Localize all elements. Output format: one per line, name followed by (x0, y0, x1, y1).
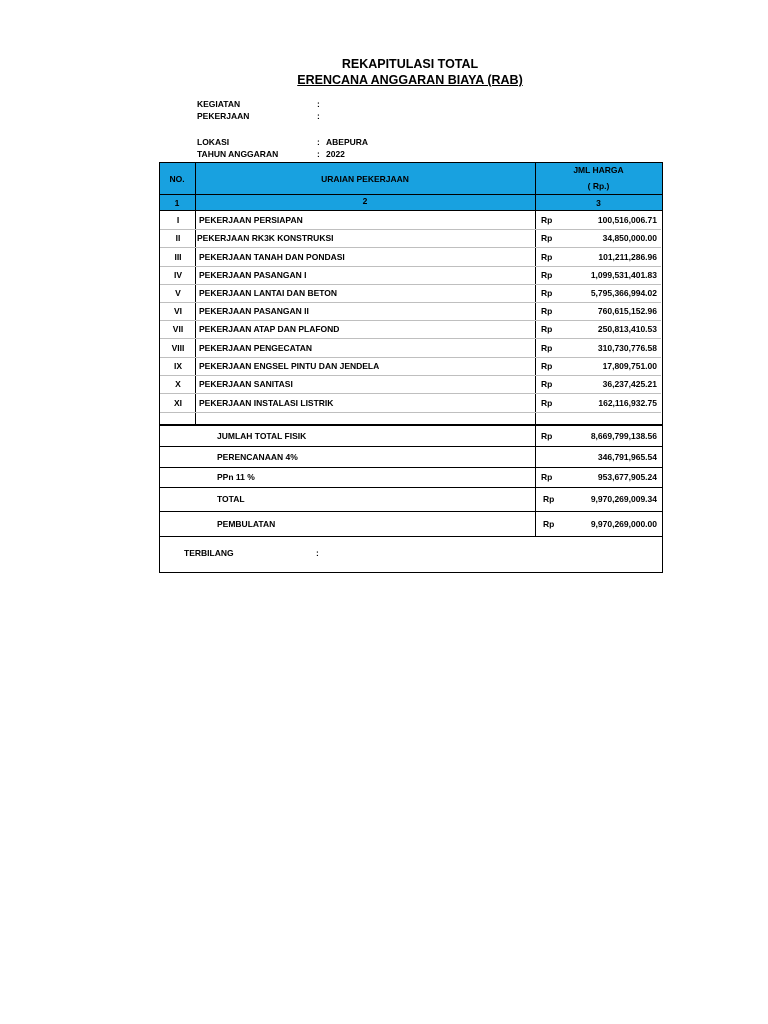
summary-currency: Rp (543, 518, 555, 529)
summary-row-divider (159, 511, 662, 512)
summary-row-divider (159, 536, 662, 537)
row-number: IX (173, 361, 183, 371)
meta-label: KEGIATAN (197, 99, 241, 109)
summary-label: PERENCANAAN 4% (217, 451, 298, 462)
row-currency: Rp (541, 306, 553, 316)
row-currency: Rp (541, 324, 553, 334)
summary-label: PEMBULATAN (217, 518, 276, 529)
row-currency: Rp (541, 215, 553, 225)
row-description: PEKERJAAN SANITASI (199, 379, 293, 389)
header-harga-unit: ( Rp.) (587, 181, 610, 191)
summary-row-divider (159, 446, 662, 447)
col-number-3: 3 (596, 198, 601, 208)
row-number: III (174, 252, 182, 262)
row-number: VIII (171, 343, 185, 353)
summary-amount: 9,970,269,000.00 (590, 518, 657, 529)
row-description: PEKERJAAN PENGECATAN (199, 343, 313, 353)
row-currency: Rp (541, 398, 553, 408)
row-divider (160, 247, 661, 248)
row-number: IV (173, 270, 183, 280)
row-currency: Rp (541, 233, 553, 243)
summary-divider (159, 424, 662, 426)
summary-currency: Rp (541, 472, 553, 482)
summary-row-divider (159, 467, 662, 468)
meta-row (197, 137, 368, 147)
row-divider (160, 412, 661, 413)
row-number: VI (173, 306, 183, 316)
row-currency: Rp (541, 379, 553, 389)
col-number-1: 1 (174, 198, 180, 208)
row-number: XI (173, 398, 183, 408)
meta-value: ABEPURA (326, 137, 369, 147)
header-divider (159, 210, 662, 211)
row-amount: 34,850,000.00 (602, 233, 657, 243)
summary-amount: 953,677,905.24 (597, 472, 657, 482)
row-amount: 1,099,531,401.83 (590, 270, 657, 280)
row-description: PEKERJAAN PASANGAN II (199, 306, 309, 316)
row-divider (160, 375, 661, 376)
row-number: I (176, 215, 180, 225)
row-divider (160, 393, 661, 394)
header-no: NO. (169, 174, 185, 184)
row-description: PEKERJAAN ENGSEL PINTU DAN JENDELA (199, 361, 380, 371)
row-amount: 760,615,152.96 (597, 306, 657, 316)
summary-currency: Rp (541, 430, 553, 441)
terbilang-separator: : (316, 548, 319, 558)
row-currency: Rp (541, 361, 553, 371)
meta-row (197, 99, 326, 109)
row-currency: Rp (541, 270, 553, 280)
row-divider (160, 338, 661, 339)
header-uraian: URAIAN PEKERJAAN (321, 174, 409, 184)
summary-amount: 9,970,269,009.34 (590, 494, 657, 504)
row-currency: Rp (541, 343, 553, 353)
summary-label: PPn 11 % (217, 472, 255, 482)
meta-row (197, 149, 345, 159)
row-description: PEKERJAAN LANTAI DAN BETON (199, 288, 338, 298)
row-amount: 17,809,751.00 (602, 361, 657, 371)
meta-value: 2022 (326, 149, 345, 159)
col-divider (535, 162, 536, 536)
row-number: VII (172, 324, 184, 334)
row-number: X (175, 379, 181, 389)
row-divider (160, 284, 661, 285)
row-description: PEKERJAAN INSTALASI LISTRIK (199, 398, 334, 408)
row-divider (160, 320, 661, 321)
row-amount: 250,813,410.53 (597, 324, 657, 334)
row-amount: 100,516,006.71 (597, 215, 657, 225)
row-divider (160, 266, 661, 267)
doc-title-line1: REKAPITULASI TOTAL (341, 57, 479, 71)
col-number-2: 2 (362, 196, 368, 206)
row-amount: 310,730,776.58 (597, 343, 657, 353)
meta-label: LOKASI (197, 137, 230, 147)
meta-separator: : (317, 111, 320, 121)
row-description: PEKERJAAN PASANGAN I (199, 270, 307, 280)
row-divider (160, 229, 661, 230)
meta-separator: : (317, 99, 320, 109)
row-amount: 5,795,366,994.02 (590, 288, 657, 298)
terbilang-label: TERBILANG (184, 548, 234, 558)
summary-row-divider (159, 487, 662, 488)
meta-label: TAHUN ANGGARAN (197, 149, 279, 159)
header-divider (159, 194, 662, 195)
doc-title-line2: ERENCANA ANGGARAN BIAYA (RAB) (297, 73, 523, 87)
row-description: PEKERJAAN ATAP DAN PLAFOND (199, 324, 340, 334)
meta-row (197, 111, 326, 121)
row-amount: 162,116,932.75 (598, 398, 657, 408)
row-description: PEKERJAAN RK3K KONSTRUKSI (197, 233, 334, 243)
summary-label: TOTAL (217, 494, 245, 504)
meta-separator: : (317, 149, 320, 159)
summary-currency: Rp (543, 494, 555, 504)
row-description: PEKERJAAN TANAH DAN PONDASI (199, 252, 345, 262)
row-amount: 101,211,286.96 (598, 252, 657, 262)
meta-separator: : (317, 137, 320, 147)
row-number: II (175, 233, 181, 243)
row-currency: Rp (541, 252, 553, 262)
summary-amount: 8,669,799,138.56 (590, 430, 657, 441)
row-divider (160, 357, 661, 358)
row-currency: Rp (541, 288, 553, 298)
row-amount: 36,237,425.21 (602, 379, 657, 389)
header-harga: JML HARGA (573, 165, 624, 175)
meta-label: PEKERJAAN (197, 111, 250, 121)
summary-label: JUMLAH TOTAL FISIK (217, 430, 307, 441)
row-number: V (175, 288, 181, 298)
row-divider (160, 302, 661, 303)
row-description: PEKERJAAN PERSIAPAN (199, 215, 303, 225)
summary-amount: 346,791,965.54 (597, 451, 657, 462)
